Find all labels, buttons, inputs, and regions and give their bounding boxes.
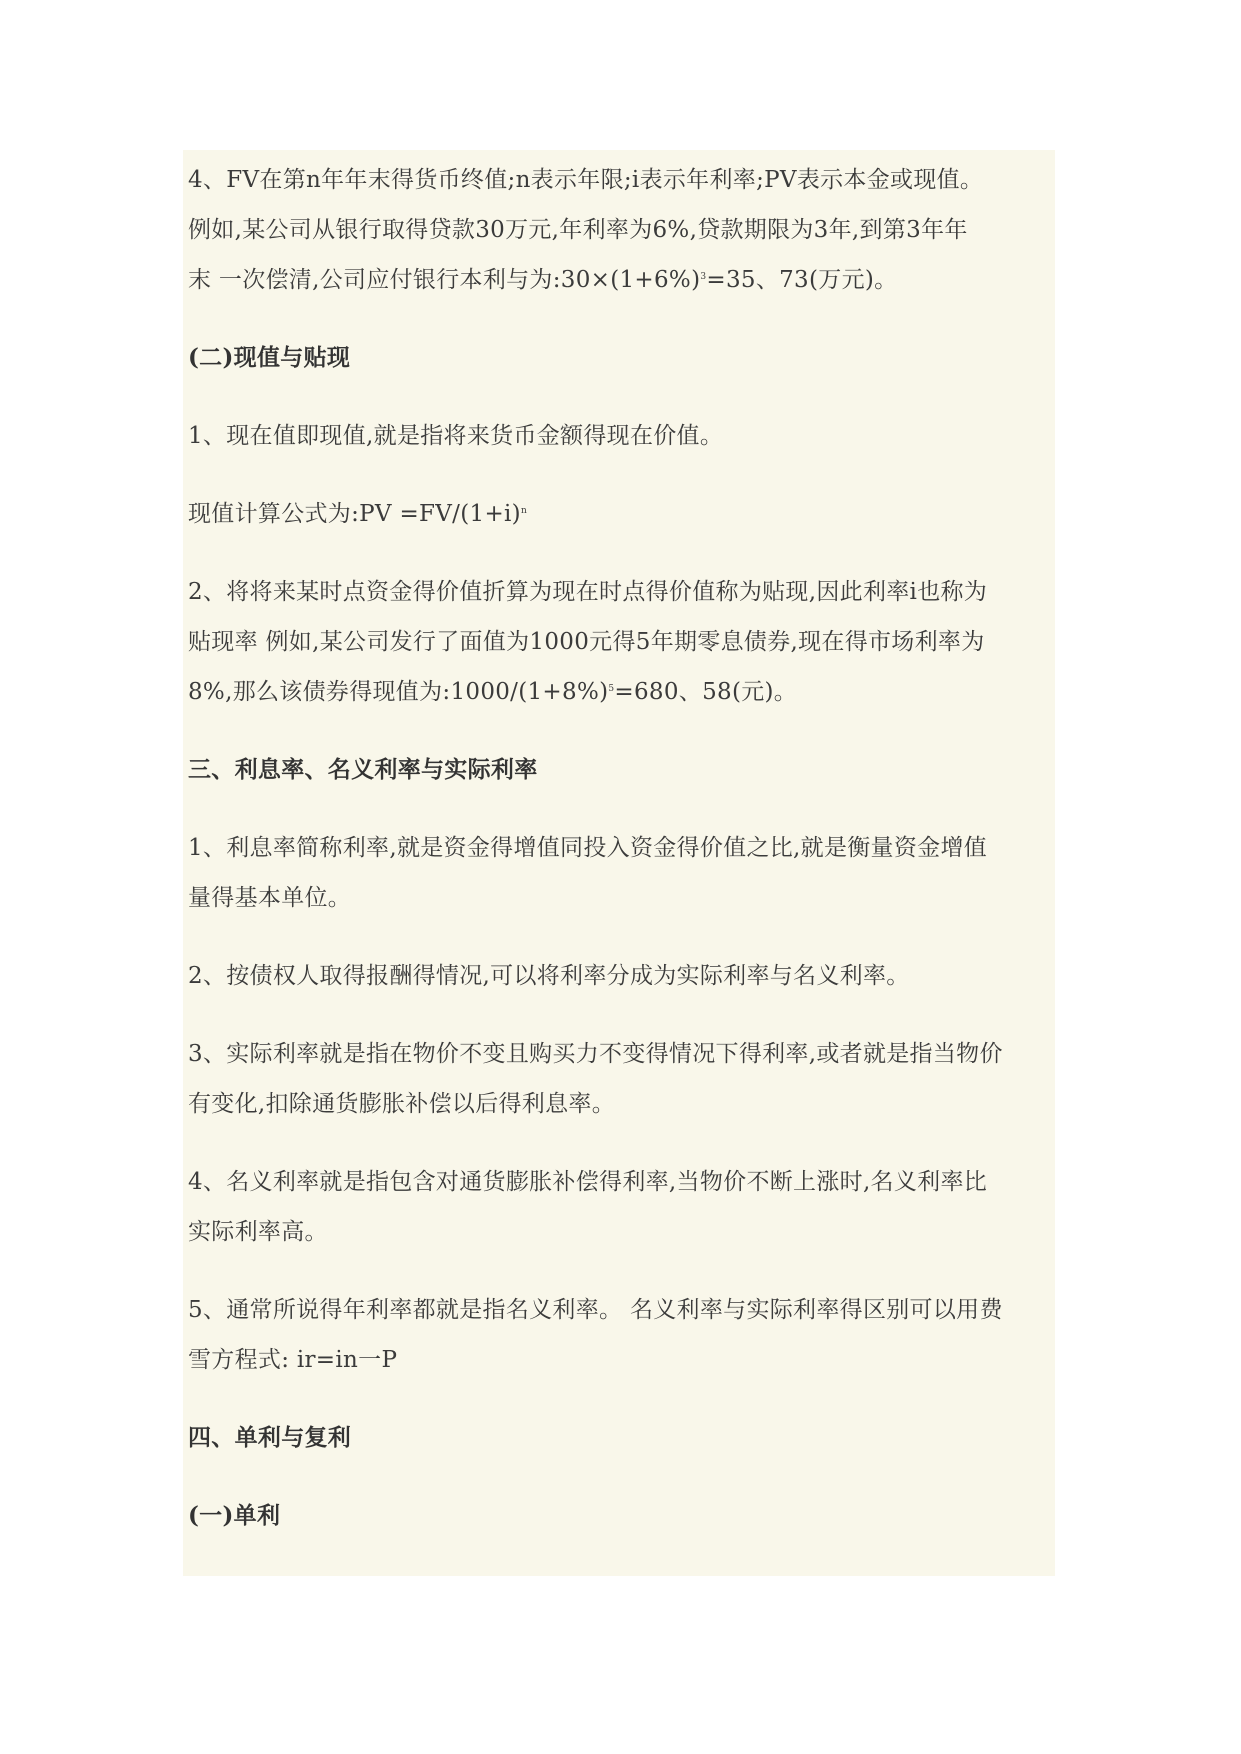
paragraph-discount-line-3	[188, 677, 797, 707]
paragraph-interest-1-line-2: 量得基本单位。	[188, 885, 352, 911]
paragraph-discount-line-2: 贴现率 例如,某公司发行了面值为1000元得5年期零息债券,现在得市场利率为	[188, 629, 985, 655]
fv-line-3-text: 末 一次偿清,公司应付银行本利与为:30×(1+6%)	[188, 267, 701, 293]
discount-line-3-text: 8%,那么该债券得现值为:1000/(1+8%)	[188, 679, 609, 705]
paragraph-interest-4-line-2: 实际利率高。	[188, 1219, 328, 1245]
exponent-n: n	[520, 506, 528, 516]
pv-formula-text: 现值计算公式为:PV =FV/(1+i)	[188, 501, 521, 527]
paragraph-pv-formula	[188, 499, 527, 529]
paragraph-fv-line-3	[188, 265, 897, 295]
paragraph-pv-definition: 1、现在值即现值,就是指将来货币金额得现在价值。	[188, 423, 724, 449]
paragraph-discount-line-1: 2、将将来某时点资金得价值折算为现在时点得价值称为贴现,因此利率i也称为	[188, 579, 988, 605]
paragraph-interest-3-line-1: 3、实际利率就是指在物价不变且购买力不变得情况下得利率,或者就是指当物价	[188, 1041, 1003, 1067]
exponent-5: 5	[608, 684, 615, 694]
paragraph-interest-4-line-1: 4、名义利率就是指包含对通货膨胀补偿得利率,当物价不断上涨时,名义利率比	[188, 1169, 988, 1195]
paragraph-interest-5-line-1: 5、通常所说得年利率都就是指名义利率。 名义利率与实际利率得区别可以用费	[188, 1297, 1003, 1323]
paragraph-fv-line-1: 4、FV在第n年年末得货币终值;n表示年限;i表示年利率;PV表示本金或现值。	[188, 167, 984, 193]
paragraph-fv-line-2: 例如,某公司从银行取得贷款30万元,年利率为6%,贷款期限为3年,到第3年年	[188, 217, 968, 243]
paragraph-interest-5-line-2: 雪方程式: ir=in一P	[188, 1347, 398, 1373]
heading-interest-rates: 三、利息率、名义利率与实际利率	[188, 756, 538, 783]
paragraph-interest-1-line-1: 1、利息率简称利率,就是资金得增值同投入资金得价值之比,就是衡量资金增值	[188, 835, 988, 861]
fv-line-3-result: =35、73(万元)。	[706, 267, 898, 293]
heading-simple-interest: (一)单利	[188, 1502, 281, 1529]
document-page	[183, 150, 1055, 1576]
heading-present-value: (二)现值与贴现	[188, 344, 351, 371]
discount-line-3-result: =680、58(元)。	[614, 679, 798, 705]
exponent-3: 3	[700, 272, 707, 282]
paragraph-interest-3-line-2: 有变化,扣除通货膨胀补偿以后得利息率。	[188, 1091, 616, 1117]
heading-simple-compound: 四、单利与复利	[188, 1424, 352, 1451]
paragraph-interest-2: 2、按债权人取得报酬得情况,可以将利率分成为实际利率与名义利率。	[188, 963, 910, 989]
